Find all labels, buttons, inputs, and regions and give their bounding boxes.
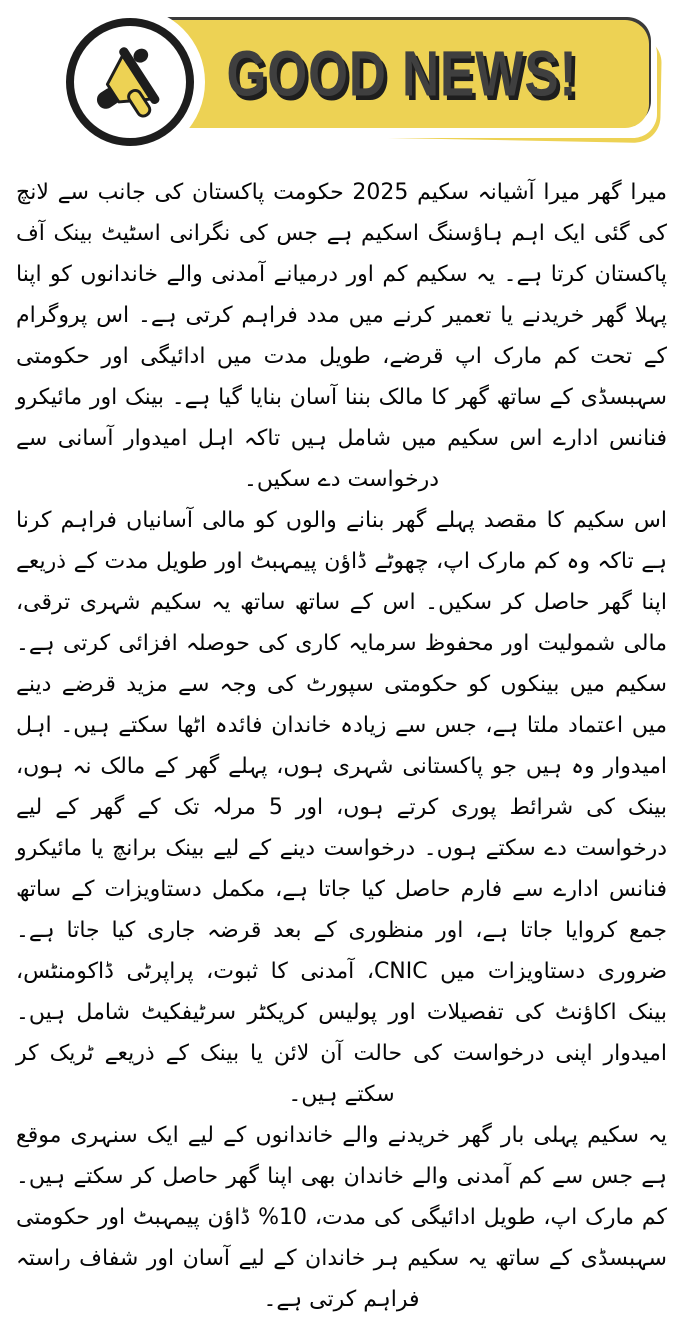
megaphone-icon	[88, 40, 172, 124]
megaphone-badge	[66, 18, 194, 146]
urdu-article	[16, 172, 667, 1320]
good-news-banner	[18, 14, 665, 166]
urdu-paragraph-1: میرا گھر میرا آشیانہ سکیم 2025 حکومت پاکستان کی جانب سے لانچ کی گئی ایک اہم ہاؤسنگ اسکیم ہے جس کی نگرانی اسٹیٹ بینک آف پاکستان کرتا ہے۔ یہ سکیم کم اور درمیانے آمدنی والے خاندانوں کو اپنا پہلا گھر خریدنے یا تعمیر کرنے میں مدد فراہم کرتی ہے۔ اس پروگرام کے تحت کم مارک اپ قرضے، طویل مدت میں ادائیگی اور حکومتی سہبسڈی کے ساتھ گھر کا مالک بننا آسان بنایا گیا ہے۔ بینک اور مائیکرو فنانس ادارے اس سکیم میں شامل ہیں تاکہ اہل امیدوار آسانی سے درخواست دے سکیں۔	[16, 180, 667, 492]
urdu-paragraph-2: اس سکیم کا مقصد پہلے گھر بنانے والوں کو مالی آسانیاں فراہم کرنا ہے تاکہ وہ کم مارک اپ، چھوٹے ڈاؤن پیمہبٹ اور طویل مدت کے ذریعے اپنا گھر حاصل کر سکیں۔ اس کے ساتھ ساتھ یہ سکیم شہری ترقی، مالی شمولیت اور محفوظ سرمایہ کاری کی حوصلہ افزائی کرتی ہے۔ سکیم میں بینکوں کو حکومتی سپورٹ کی وجہ سے مزید قرضے دینے میں اعتماد ملتا ہے، جس سے زیادہ خاندان فائدہ اٹھا سکتے ہیں۔ اہل امیدوار وہ ہیں جو پاکستانی شہری ہوں، پہلے گھر کے مالک نہ ہوں، بینک کی شرائط پوری کرتے ہوں، اور 5 مرلہ تک کے گھر کے لیے درخواست دے سکتے ہوں۔ درخواست دینے کے لیے بینک برانچ یا مائیکرو فنانس ادارے سے فارم حاصل کیا جاتا ہے، مکمل دستاویزات کے ساتھ جمع کروایا جاتا ہے، اور منظوری کے بعد قرضہ جاری کیا جاتا ہے۔ ضروری دستاویزات میں CNIC، آمدنی کا ثبوت، پراپرٹی ڈاکومنٹس، بینک اکاؤنٹ کی تفصیلات اور پولیس کریکٹر سرٹیفکیٹ شامل ہیں۔ امیدوار اپنی درخواست کی حالت آن لائن یا بینک کے ذریعے ٹریک کر سکتے ہیں۔	[16, 508, 668, 1107]
banner-title: GOOD NEWS!	[226, 38, 578, 110]
urdu-paragraph-3: یہ سکیم پہلی بار گھر خریدنے والے خاندانوں کے لیے ایک سنہری موقع ہے جس سے کم آمدنی والے خاندان بھی اپنا گھر حاصل کر سکتے ہیں۔ کم مارک اپ، طویل ادائیگی کی مدت، 10% ڈاؤن پیمہبٹ اور حکومتی سہبسڈی کے ساتھ یہ سکیم ہر خاندان کے لیے آسان اور شفاف راستہ فراہم کرتی ہے۔	[16, 1123, 667, 1312]
flyer-page	[0, 14, 683, 1312]
